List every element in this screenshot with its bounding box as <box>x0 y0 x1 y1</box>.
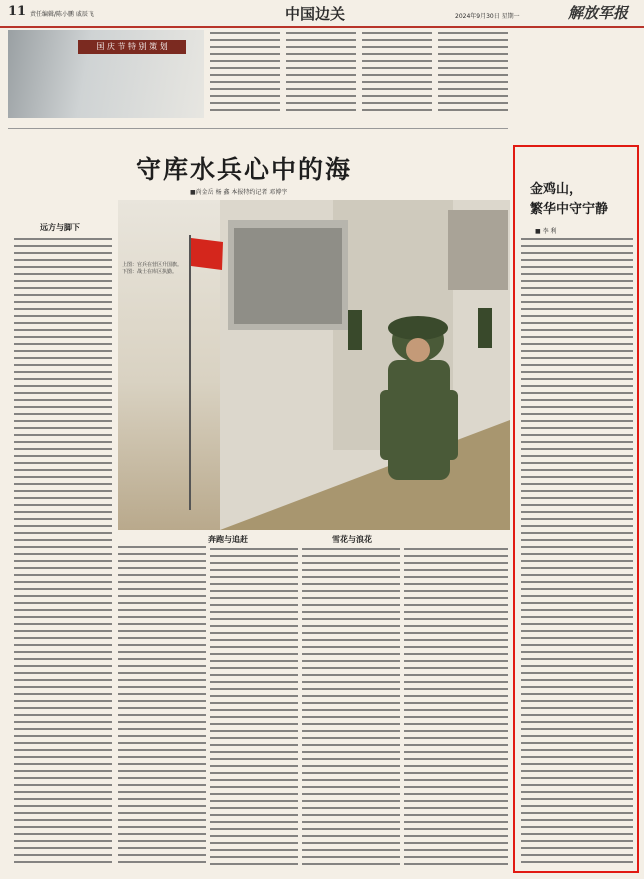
section-title: 中国边关 <box>285 5 346 23</box>
body-column-5 <box>404 548 508 866</box>
divider <box>8 128 508 129</box>
page-number: 11 <box>8 4 27 19</box>
photo-caption: 上图：官兵在营区升国旗。下图：战士在库区执勤。 <box>122 262 183 275</box>
subhead-1: 远方与脚下 <box>40 222 80 232</box>
subhead-2: 奔跑与追赶 <box>208 534 248 544</box>
editors: 责任编辑/陈小鹏 戚辰飞 <box>30 11 94 18</box>
body-column-1 <box>14 238 112 866</box>
body-column-4 <box>302 548 400 866</box>
body-column-3 <box>210 548 298 866</box>
body-column-2 <box>118 546 206 866</box>
sidebar-author: ■ 李 利 <box>535 228 557 235</box>
sidebar-title-line-2: 繁华中守宁静 <box>530 202 609 217</box>
sidebar-title-line-1: 金鸡山， <box>530 182 583 197</box>
article-byline: ■尚金岳 杨 鑫 本报特约记者 邓博宇 <box>190 189 288 196</box>
page-header <box>0 0 644 28</box>
sidebar-body-text <box>521 238 633 868</box>
top-text-columns <box>210 32 508 112</box>
subhead-3: 雪花与浪花 <box>332 534 372 544</box>
column-banner: 国 庆 节 特 别 策 划 <box>78 40 186 54</box>
newspaper-logo: 解放军报 <box>568 4 629 22</box>
issue-date: 2024年9月30日 星期一 <box>455 13 520 20</box>
sidebar-title <box>530 180 608 220</box>
article-headline: 守库水兵心中的海 <box>136 155 353 184</box>
